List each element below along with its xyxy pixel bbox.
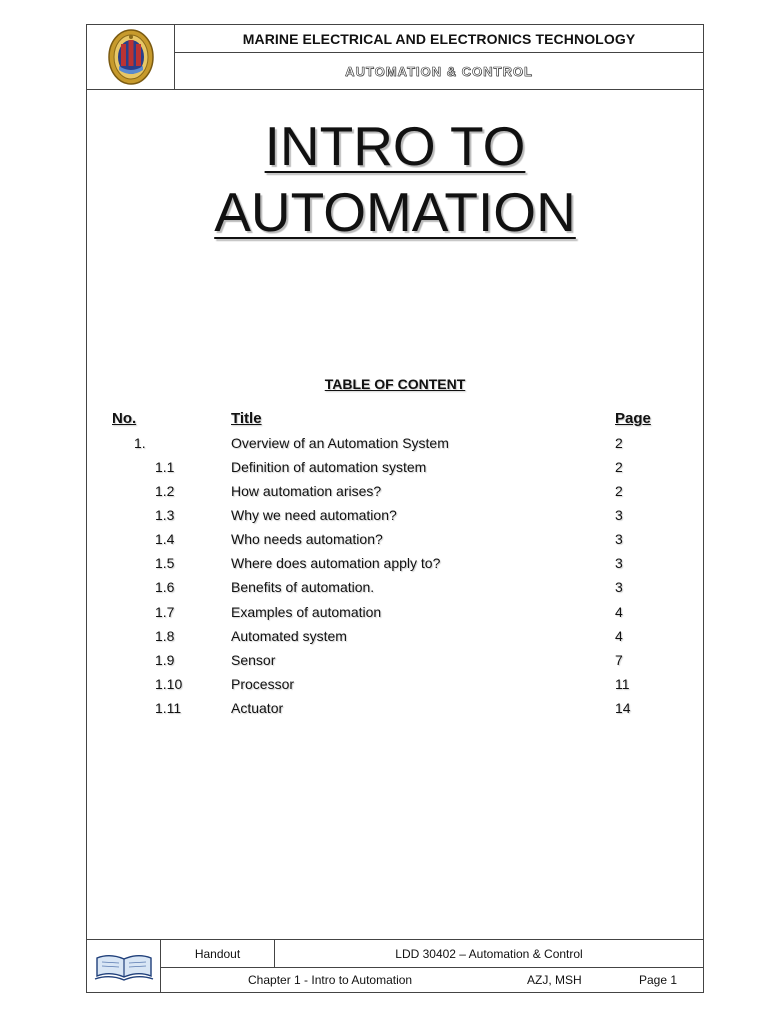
- toc-row: [87, 628, 703, 652]
- toc-page: 3: [615, 579, 623, 595]
- footer-course: LDD 30402 – Automation & Control: [395, 946, 583, 961]
- toc-column-page: Page: [615, 410, 651, 427]
- title-line-1: INTRO TO: [264, 115, 526, 177]
- toc-number: 1.11: [155, 700, 182, 716]
- toc-number: 1.8: [155, 628, 175, 644]
- footer-page-number: Page 1: [639, 973, 678, 987]
- toc-title: Where does automation apply to?: [231, 555, 441, 571]
- toc-title: Sensor: [231, 652, 276, 668]
- toc-number: 1.10: [155, 676, 183, 692]
- page-header: [87, 25, 703, 90]
- page-footer: [87, 939, 703, 993]
- toc-row: [87, 676, 703, 700]
- toc-heading: TABLE OF CONTENT: [324, 376, 466, 392]
- toc-title: Who needs automation?: [231, 531, 383, 547]
- toc-number: 1.1: [155, 459, 175, 475]
- header-subject: AUTOMATION & CONTROL: [345, 63, 533, 79]
- toc-page: 7: [615, 652, 623, 668]
- footer-book-logo: [87, 940, 161, 993]
- document-title: [87, 113, 703, 245]
- toc-title: Definition of automation system: [231, 459, 427, 475]
- toc-row: [87, 435, 703, 459]
- toc-title: Actuator: [231, 700, 284, 716]
- toc-number: 1.4: [155, 531, 175, 547]
- toc-page: 4: [615, 628, 623, 644]
- toc-number: 1.6: [155, 579, 175, 595]
- toc-page: 2: [615, 459, 623, 475]
- open-book-icon: [93, 950, 155, 984]
- toc-title: Overview of an Automation System: [231, 435, 449, 451]
- toc-page: 3: [615, 555, 623, 571]
- toc-number: 1.: [134, 435, 146, 451]
- toc-page: 3: [615, 507, 623, 523]
- toc-number: 1.3: [155, 507, 175, 523]
- toc-number: 1.5: [155, 555, 175, 571]
- toc-title: Examples of automation: [231, 604, 382, 620]
- title-line-2: AUTOMATION: [214, 181, 576, 243]
- toc-row: [87, 483, 703, 507]
- toc-number: 1.9: [155, 652, 175, 668]
- toc-column-no: No.: [112, 410, 137, 427]
- toc-row: [87, 579, 703, 603]
- toc-page: 2: [615, 483, 623, 499]
- toc-title: How automation arises?: [231, 483, 382, 499]
- toc-number: 1.7: [155, 604, 175, 620]
- document-page: [86, 24, 704, 993]
- header-org-title: MARINE ELECTRICAL AND ELECTRONICS TECHNOLOGY: [175, 25, 703, 53]
- toc-row: [87, 652, 703, 676]
- toc-page: 3: [615, 531, 623, 547]
- crest-icon: [107, 28, 155, 86]
- toc-row: [87, 507, 703, 531]
- toc-title: Processor: [231, 676, 295, 692]
- toc-row: [87, 459, 703, 483]
- footer-doc-type: Handout: [161, 940, 275, 967]
- toc-page: 2: [615, 435, 623, 451]
- toc-title: Automated system: [231, 628, 347, 644]
- toc-row: [87, 700, 703, 724]
- toc-page: 4: [615, 604, 623, 620]
- institution-logo: [87, 25, 175, 89]
- footer-row-top: [161, 940, 703, 968]
- toc-row: [87, 555, 703, 579]
- footer-chapter: Chapter 1 - Intro to Automation: [248, 973, 413, 987]
- toc-row: [87, 531, 703, 555]
- toc-number: 1.2: [155, 483, 175, 499]
- toc-title: Why we need automation?: [231, 507, 397, 523]
- toc-title: Benefits of automation.: [231, 579, 375, 595]
- footer-row-bottom: [161, 968, 703, 993]
- toc-column-title: Title: [231, 410, 262, 427]
- toc-row: [87, 604, 703, 628]
- footer-authors: AZJ, MSH: [527, 973, 582, 987]
- toc-page: 11: [615, 676, 630, 692]
- toc-page: 14: [615, 700, 631, 716]
